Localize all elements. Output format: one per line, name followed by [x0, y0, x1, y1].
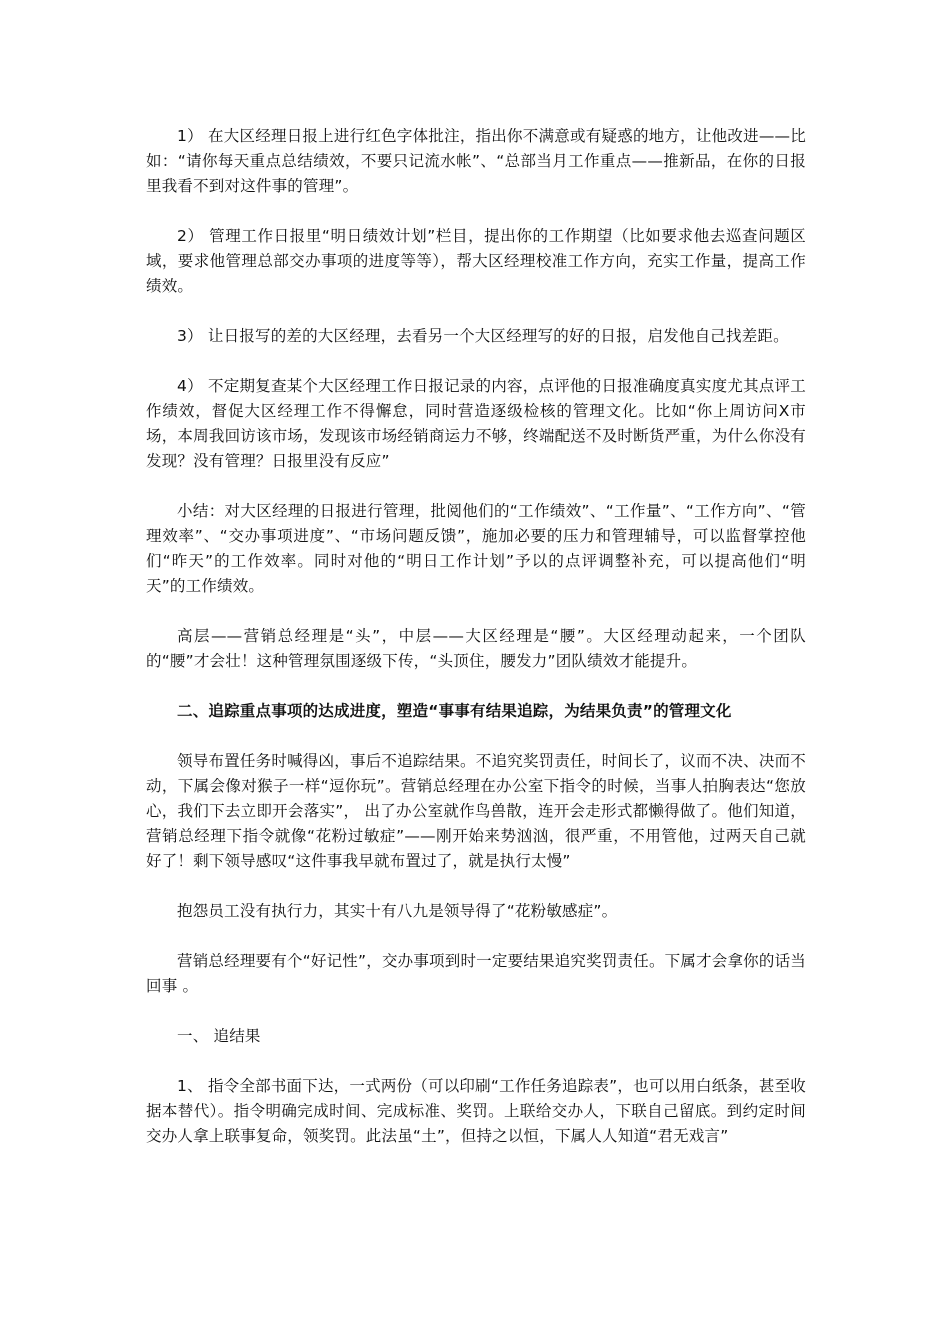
- paragraph-item-1: 1） 在大区经理日报上进行红色字体批注，指出你不满意或有疑惑的地方，让他改进——比如：“请你每天重点总结绩效，不要只记流水帐”、“总部当月工作重点——推新品，在你的日报里我看不到对这件事的管理”。: [146, 127, 806, 195]
- section-heading: 二、追踪重点事项的达成进度，塑造“事事有结果追踪，为结果负责”的管理文化: [177, 702, 732, 720]
- paragraph-item-written-orders: 1、 指令全部书面下达，一式两份（可以印刷“工作任务追踪表”，也可以用白纸条，甚至收据本替代）。指令明确完成时间、完成标准、奖罚。上联给交办人，下联自己留底。到约定时间交办人拿上联事复命，领奖罚。此法虽“土”，但持之以恒，下属人人知道“君无戏言”: [146, 1077, 806, 1145]
- summary-paragraph: 小结：对大区经理的日报进行管理，批阅他们的“工作绩效”、“工作量”、“工作方向”、“管理效率”、“交办事项进度”、“市场问题反馈”，施加必要的压力和管理辅导，可以监督掌控他们“昨天”的工作效率。同时对他的“明日工作计划”予以的点评调整补充，可以提高他们“明天”的工作绩效。: [146, 502, 806, 595]
- paragraph-item-4: 4） 不定期复查某个大区经理工作日报记录的内容，点评他的日报准确度真实度尤其点评工作绩效，督促大区经理工作不得懈怠，同时营造逐级检核的管理文化。比如“你上周访问X市场，本周我回访该市场，发现该市场经销商运力不够，终端配送不及时断货严重，为什么你没有发现？没有管理？日报里没有反应”: [146, 377, 806, 470]
- body-paragraph-complaint: 抱怨员工没有执行力，其实十有八九是领导得了“花粉敏感症”。: [177, 902, 618, 920]
- body-paragraph-tracking: 领导布置任务时喊得凶，事后不追踪结果。不追究奖罚责任，时间长了，议而不决、决而不动，下属会像对猴子一样“逗你玩”。营销总经理在办公室下指令的时候，当事人拍胸表达“您放心，我们下去立即开会落实”， 出了办公室就作鸟兽散，连开会走形式都懒得做了。他们知道，营销总经理下指令就像“花粉过敏症”——刚开始来势汹汹，很严重，不用管他，过两天自己就好了！剩下领导感叹“这件事我早就布置过了，就是执行太慢”: [146, 752, 806, 870]
- paragraph-item-3: 3） 让日报写的差的大区经理，去看另一个大区经理写的好的日报，启发他自己找差距。: [177, 327, 789, 345]
- paragraph-item-2: 2） 管理工作日报里“明日绩效计划”栏目，提出你的工作期望（比如要求他去巡查问题区域，要求他管理总部交办事项的进度等等），帮大区经理校准工作方向，充实工作量，提高工作绩效。: [146, 227, 806, 295]
- leadership-paragraph: 高层——营销总经理是“头”，中层——大区经理是“腰”。大区经理动起来，一个团队的“腰”才会壮！这种管理氛围逐级下传，“头顶住，腰发力”团队绩效才能提升。: [146, 627, 806, 670]
- body-paragraph-memory: 营销总经理要有个“好记性”，交办事项到时一定要结果追究奖罚责任。下属才会拿你的话当回事 。: [146, 952, 806, 995]
- document-page: [146, 124, 806, 1174]
- subheading-results: 一、 追结果: [177, 1027, 261, 1045]
